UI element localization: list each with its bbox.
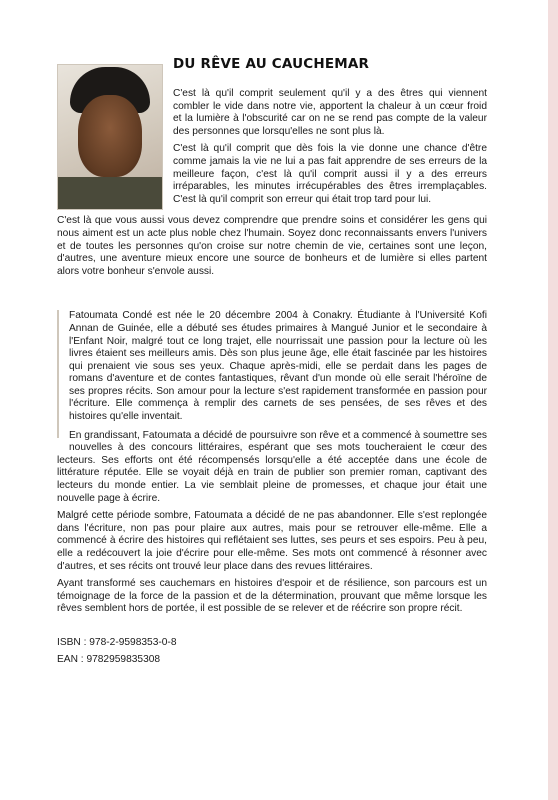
shirt-shape: [58, 177, 162, 210]
intro-paragraph-2: C'est là qu'il comprit que dès fois la vie donne une chance d'être comme jamais la vie ne lui a pas fait apprendre de ses erreurs de la meilleure façon, c'est là qu'il comprit aussi il y a des erreurs irréparables, les minutes irrécupérables des êtres irremplaçables. C'est là qu'il comprit son erreur qui était trop tard pour lui.: [173, 143, 487, 205]
book-codes: [57, 634, 487, 668]
author-photo: [57, 310, 59, 438]
intro-paragraph-1: C'est là qu'il comprit seulement qu'il y a des êtres qui viennent combler le vide dans notre vie, apportent la chaleur à un cœur froid et la lumière à l'obscurité car on ne se rend pas compte de la valeur des personnes que lorsqu'elles ne sont plus là.: [173, 88, 487, 137]
intro-section: [57, 56, 487, 211]
author-bio: [57, 310, 487, 616]
bio-paragraph-2: En grandissant, Fatoumata a décidé de poursuivre son rêve et a commencé à soumettre ses nouvelles à des concours littéraires, espérant que ses mots toucheraient le cœur des lecteurs. Ses efforts ont été récompensés lorsqu'elle a été acceptée dans une école de littérature réputée. Elle se voyait déjà en train de publier son premier roman, captivant des lecteurs du monde entier. La vie semblait pleine de promesses, et chaque jour était une nouvelle page à écrire.: [57, 429, 487, 504]
face-shape: [78, 95, 142, 177]
page-edge-strip: [548, 0, 558, 800]
bio-paragraph-3: Malgré cette période sombre, Fatoumata a décidé de ne pas abandonner. Elle s'est replongée dans l'écriture, non pas pour plaire aux autres, mais pour se retrouver elle-même. Elle a commencé à écrire des histoires qui reflétaient ses luttes, ses peurs et ses espoirs. Peu à peu, elle a redécouvert la joie d'écrire pour elle-même. Ses mots ont commencé à résonner avec d'autres, et ses récits ont trouvé leur place dans des revues littéraires.: [57, 510, 487, 572]
ean-label: EAN : 9782959835308: [57, 653, 161, 665]
bio-paragraph-1: Fatoumata Condé est née le 20 décembre 2004 à Conakry. Étudiante à l'Université Kofi Annan de Guinée, elle a débuté ses études primaires à Mangué Junior et le secondaire à l'Enfant Noir, malgré tout ce long trajet, elle nourrissait une passion pour la lecture où les livres étaient ses meilleurs amis. Dès son plus jeune âge, elle était fascinée par les histoires qui prenaient vie sous ses yeux. Chaque après-midi, elle se perdait dans les pages de romans d'aventure et de contes fantastiques, rêvant d'un monde où elle serait l'héroïne de ses propres récits. Son amour pour la lecture s'est rapidement transformée en passion pour l'écriture. Elle commença à remplir des carnets de ses pensées, de ses rêves et des histoires qu'elle inventait.: [69, 310, 487, 423]
author-photo-elder: [57, 64, 163, 210]
intro-text: [173, 56, 487, 211]
book-title: DU RÊVE AU CAUCHEMAR: [173, 56, 370, 72]
isbn-label: ISBN : 978-2-9598353-0-8: [57, 636, 177, 648]
back-cover: [57, 56, 487, 668]
moral-paragraph: C'est là que vous aussi vous devez comprendre que prendre soins et considérer les gens qui nous aiment est un acte plus noble chez l'humain. Soyez donc reconnaissants envers l'univers et de toutes les personnes qu'on croise sur notre chemin de vie, certaines sont une leçon, d'autres, une aventure mieux encore une source de bonheurs et de lumière si elles partent alors votre bonheur s'envole aussi.: [57, 215, 487, 277]
bio-paragraph-4: Ayant transformé ses cauchemars en histoires d'espoir et de résilience, son parcours est un témoignage de la force de la passion et de la détermination, prouvant que même lorsque les rêves semblent hors de portée, il est possible de se relever et de réécrire son propre récit.: [57, 578, 487, 615]
